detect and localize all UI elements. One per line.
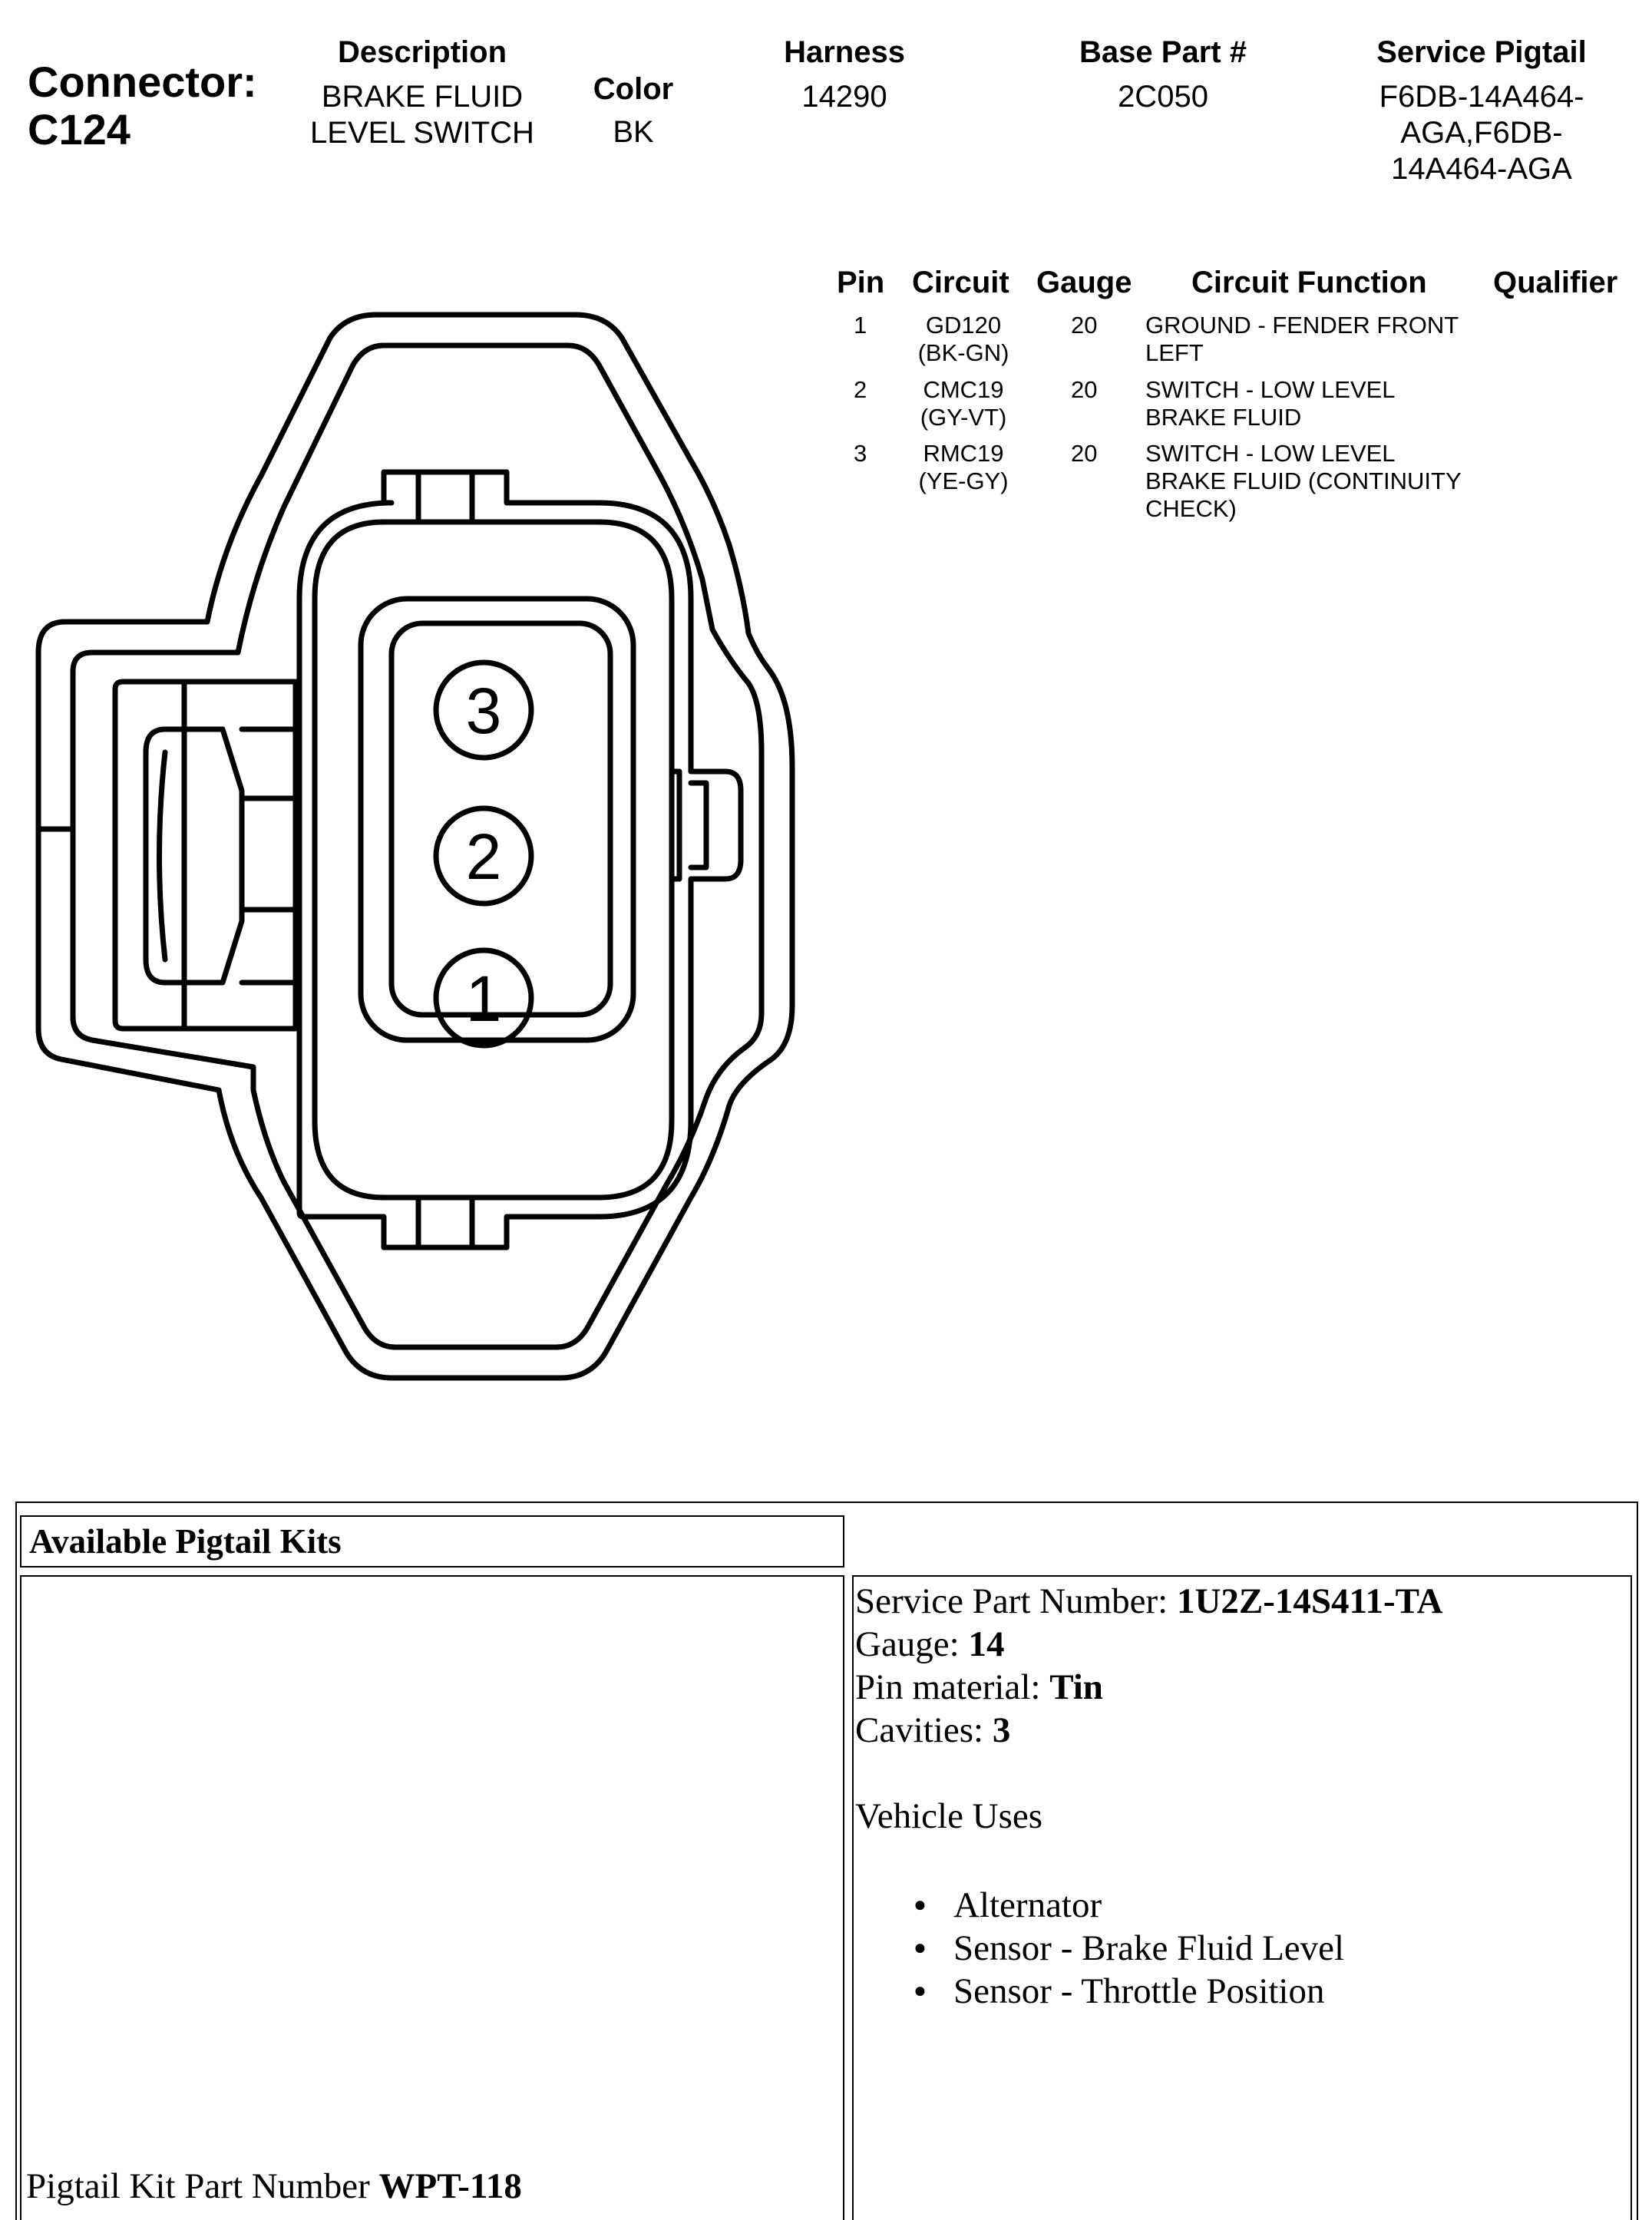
harness-value: 14290 — [801, 80, 887, 114]
function-cell: SWITCH - LOW LEVEL BRAKE FLUID — [1145, 376, 1396, 431]
description-label: Description — [337, 35, 507, 69]
pin-1-label: 1 — [465, 963, 502, 1035]
color-label: Color — [593, 72, 674, 106]
circuit-header: Circuit — [912, 266, 1009, 299]
connector-label: Connector: — [28, 58, 257, 106]
pin-material-line: Pin material: Tin — [855, 1667, 1103, 1707]
cavity-frame-outer — [299, 472, 741, 1247]
header-service-pigtail — [1336, 35, 1627, 187]
color-value: BK — [613, 115, 654, 149]
header-color — [568, 72, 699, 150]
kit-part-value: WPT-118 — [378, 2166, 522, 2206]
gauge-header: Gauge — [1036, 266, 1132, 299]
vehicle-uses-list — [953, 1884, 1442, 2013]
latch-wedge-inner — [160, 752, 166, 960]
list-item: ● Sensor - Throttle Position — [953, 1970, 1442, 2013]
harness-label: Harness — [784, 35, 905, 69]
cavity-frame-inner-bottom — [418, 1198, 472, 1247]
kit-part-line: Pigtail Kit Part Number WPT-118 — [26, 2166, 522, 2206]
list-item: ● Alternator — [953, 1884, 1442, 1927]
function-cell: GROUND - FENDER FRONT LEFT — [1145, 312, 1459, 366]
base-part-label: Base Part # — [1079, 35, 1247, 69]
gauge-value: 14 — [968, 1624, 1005, 1664]
list-item: ● Sensor - Brake Fluid Level — [953, 1927, 1442, 1970]
pin-number: 1 — [854, 312, 867, 339]
service-part-value: 1U2Z-14S411-TA — [1176, 1581, 1443, 1621]
gauge-line: Gauge: 14 — [855, 1624, 1005, 1664]
circuit-cell: GD120 (BK-GN) — [917, 312, 1009, 366]
header-base-part — [1036, 35, 1290, 115]
description-value: BRAKE FLUID LEVEL SWITCH — [310, 80, 534, 150]
service-pigtail-label: Service Pigtail — [1376, 35, 1587, 69]
circuit-cell: RMC19 (YE-GY) — [918, 440, 1009, 494]
pigtail-info — [855, 1580, 1442, 2013]
connector-title — [28, 58, 257, 154]
pin-header: Pin — [837, 266, 885, 299]
circuit-cell: CMC19 (GY-VT) — [920, 376, 1007, 431]
service-part-line: Service Part Number: 1U2Z-14S411-TA — [855, 1581, 1443, 1621]
cavities-value: 3 — [992, 1710, 1011, 1750]
connector-diagram — [0, 292, 829, 1412]
pin-number: 2 — [854, 376, 867, 403]
cavity-frame-inner — [418, 472, 472, 522]
pin-3-label: 3 — [465, 675, 502, 747]
service-pigtail-value: F6DB-14A464- AGA,F6DB- 14A464-AGA — [1379, 80, 1584, 186]
function-cell: SWITCH - LOW LEVEL BRAKE FLUID (CONTINUITY CHECK) — [1145, 440, 1462, 522]
header-harness — [737, 35, 952, 115]
pigtail-left-cell — [20, 1575, 844, 2220]
header-description — [292, 35, 553, 151]
function-header: Circuit Function — [1191, 266, 1427, 299]
gauge-cell: 20 — [1071, 440, 1098, 467]
latch-outer — [115, 682, 296, 1029]
pin-2-label: 2 — [465, 821, 502, 893]
connector-id: C124 — [28, 105, 131, 154]
gauge-cell: 20 — [1071, 376, 1098, 403]
qualifier-header: Qualifier — [1493, 266, 1618, 299]
pin-number: 3 — [854, 440, 867, 467]
cavities-line: Cavities: 3 — [855, 1710, 1011, 1750]
pin-material-value: Tin — [1049, 1667, 1103, 1707]
pigtail-title: Available Pigtail Kits — [29, 1522, 342, 1561]
vehicle-uses-label: Vehicle Uses — [855, 1796, 1043, 1836]
gauge-cell: 20 — [1071, 312, 1098, 339]
base-part-value: 2C050 — [1118, 80, 1208, 114]
right-key-notch — [691, 783, 706, 867]
